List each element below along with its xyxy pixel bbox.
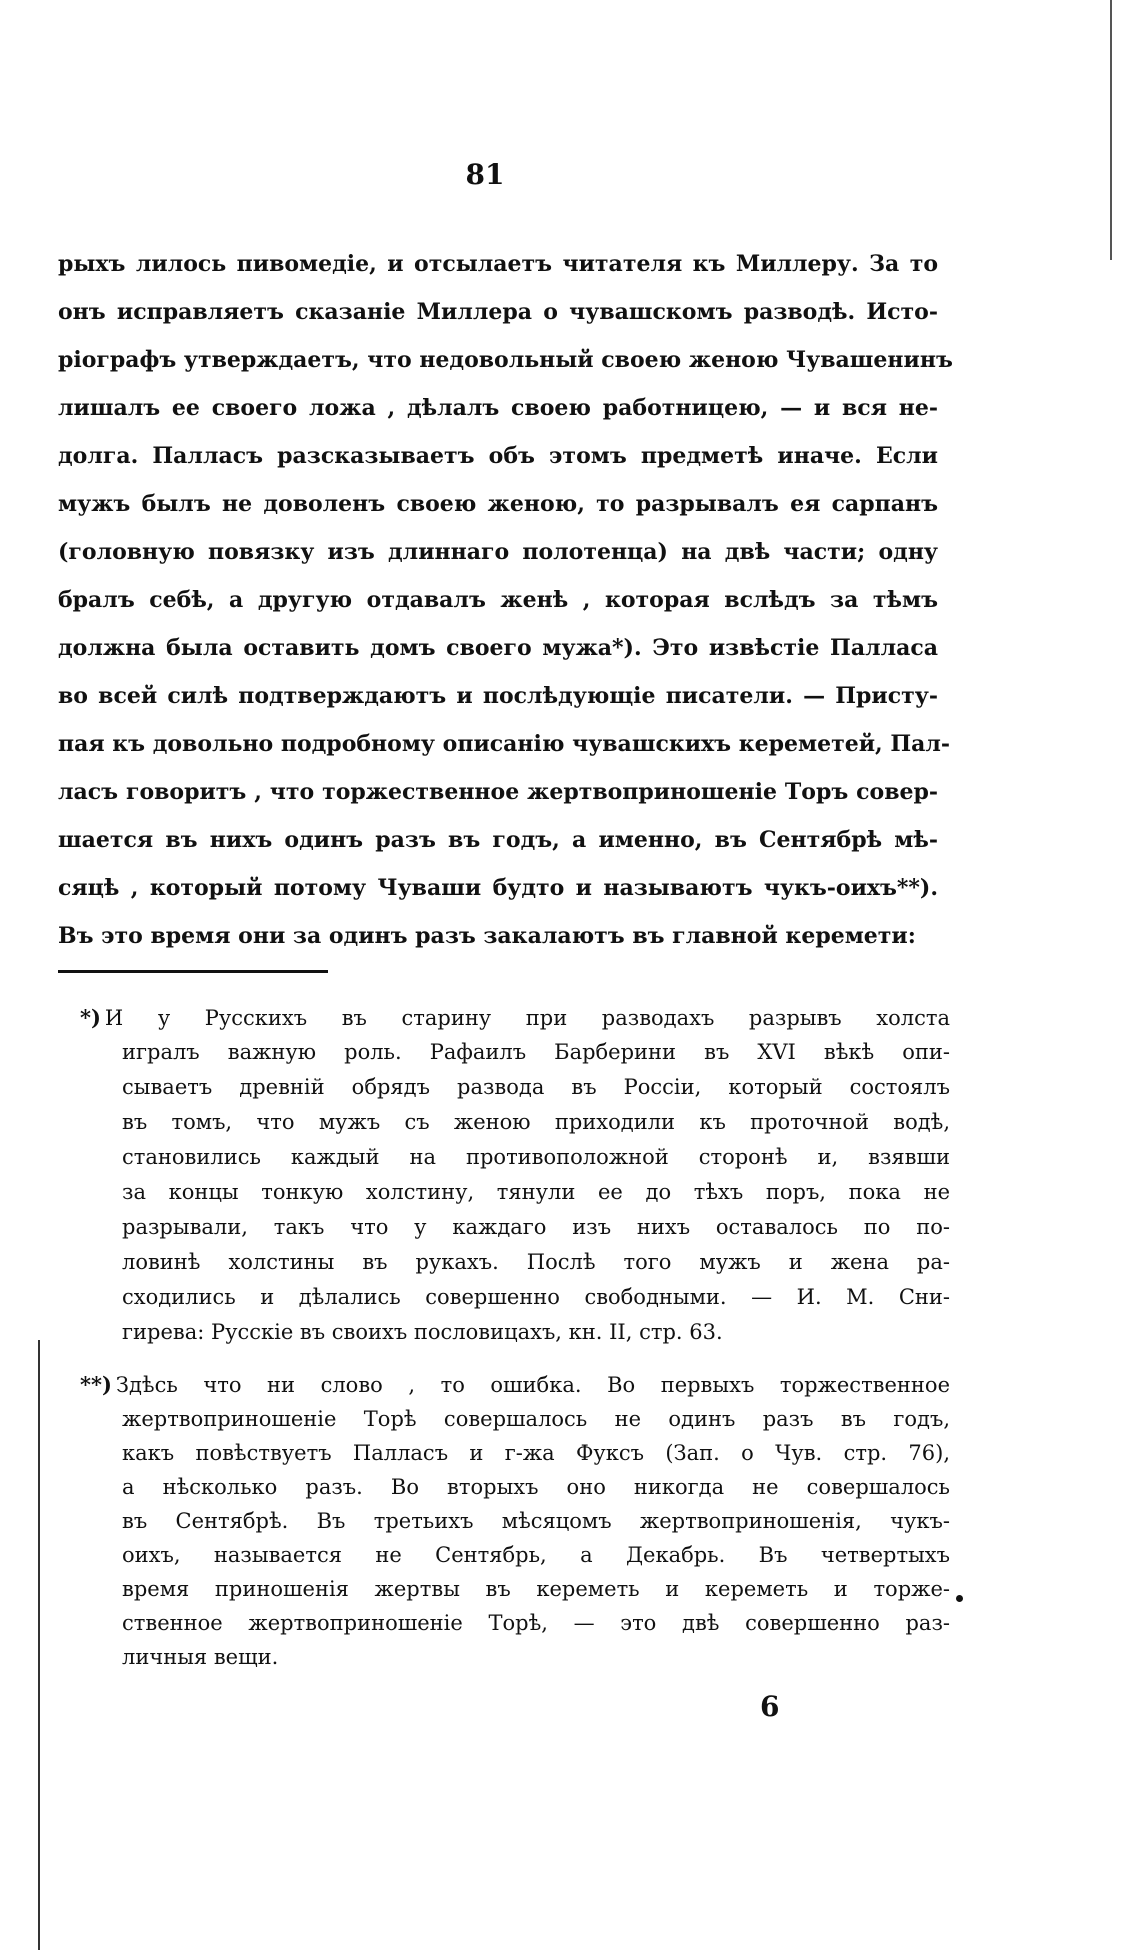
footnote-line: ственное жертвоприношеніе Торѣ, — это двѣ совершенно раз- xyxy=(122,1611,950,1635)
footnote-line xyxy=(80,1368,950,1402)
footnote-1 xyxy=(80,1000,950,1350)
footnote-line: оихъ, называется не Сентябрь, а Декабрь. Въ четвертыхъ xyxy=(122,1543,950,1567)
footnote-marker: *) xyxy=(80,1005,101,1030)
text-line: онъ исправляетъ сказаніе Миллера о чувашскомъ разводѣ. Исто- xyxy=(58,299,938,325)
text-line: рыхъ лилось пивомедіе, и отсылаетъ читателя къ Миллеру. За то xyxy=(58,251,938,277)
footnote-line: въ Сентябрѣ. Въ третьихъ мѣсяцомъ жертвоприношенія, чукъ- xyxy=(122,1509,950,1533)
text-line: мужъ былъ не доволенъ своею женою, то разрывалъ ея сарпанъ xyxy=(58,491,938,517)
footnote-line: ловинѣ холстины въ рукахъ. Послѣ того мужъ и жена ра- xyxy=(122,1250,950,1274)
text-line: шается въ нихъ одинъ разъ въ годъ, а именно, въ Сентябрѣ мѣ- xyxy=(58,827,938,853)
text-line: во всей силѣ подтверждаютъ и послѣдующіе писатели. — Присту- xyxy=(58,683,938,709)
text-line: лишалъ ее своего ложа , дѣлалъ своею работницею, — и вся не- xyxy=(58,395,938,421)
footnote-line: какъ повѣствуетъ Палласъ и г-жа Фуксъ (Зап. о Чув. стр. 76), xyxy=(122,1441,950,1465)
footnote-line: гирева: Русскіе въ своихъ пословицахъ, кн. II, стр. 63. xyxy=(122,1320,723,1344)
ink-dot xyxy=(956,1595,963,1602)
text-line: (головную повязку изъ длиннаго полотенца) на двѣ части; одну xyxy=(58,539,938,565)
text-line: пая къ довольно подробному описанію чувашскихъ кереметей, Пал- xyxy=(58,731,951,757)
footnote-line: а нѣсколько разъ. Во вторыхъ оно никогда не совершалось xyxy=(122,1475,950,1499)
text-line: сяцѣ , который потому Чуваши будто и называютъ чукъ-оихъ**). xyxy=(58,875,938,901)
footnote-line: личныя вещи. xyxy=(122,1645,279,1669)
footnote-line: жертвоприношеніе Торѣ совершалось не одинъ разъ въ годъ, xyxy=(122,1407,950,1431)
main-text xyxy=(58,240,953,960)
page-number: 81 xyxy=(465,158,505,191)
footnote-line: сходились и дѣлались совершенно свободными. — И. М. Сни- xyxy=(122,1285,950,1309)
footnote-line xyxy=(80,1000,950,1035)
text-line: ласъ говоритъ , что торжественное жертвоприношеніе Торъ совер- xyxy=(58,779,938,805)
footnote-line: разрывали, такъ что у каждаго изъ нихъ оставалось по по- xyxy=(122,1215,950,1239)
footnote-marker: **) xyxy=(80,1372,112,1397)
text-line: ріографъ утверждаетъ, что недовольный своею женою Чувашенинъ xyxy=(58,347,953,373)
footnote-line: игралъ важную роль. Рафаилъ Барберини въ XVI вѣкѣ опи- xyxy=(122,1040,950,1064)
text-line: бралъ себѣ, а другую отдавалъ женѣ , которая вслѣдъ за тѣмъ xyxy=(58,587,938,613)
footnote-2 xyxy=(80,1368,950,1674)
footnote-text: И у Русскихъ въ старину при разводахъ разрывъ холста xyxy=(104,1006,950,1030)
footnote-text: Здѣсь что ни слово , то ошибка. Во первыхъ торжественное xyxy=(115,1373,950,1397)
page-left-edge xyxy=(38,1340,40,1950)
footnote-line: становились каждый на противоположной сторонѣ и, взявши xyxy=(122,1145,950,1169)
footnote-line: за концы тонкую холстину, тянули ее до тѣхъ поръ, пока не xyxy=(122,1180,950,1204)
signature-mark: 6 xyxy=(760,1690,780,1723)
footnote-line: сываетъ древній обрядъ развода въ Россіи, который состоялъ xyxy=(122,1075,950,1099)
text-line: долга. Палласъ разсказываетъ объ этомъ предметѣ иначе. Если xyxy=(58,443,938,469)
text-line: должна была оставить домъ своего мужа*). Это извѣстіе Палласа xyxy=(58,635,938,661)
footnote-line: время приношенія жертвы въ кереметь и кереметь и торже- xyxy=(122,1577,950,1601)
footnote-line: въ томъ, что мужъ съ женою приходили къ проточной водѣ, xyxy=(122,1110,950,1134)
page-right-edge xyxy=(1110,0,1112,260)
text-line: Въ это время они за одинъ разъ закалаютъ въ главной керемети: xyxy=(58,923,916,949)
footnote-divider xyxy=(58,970,328,973)
